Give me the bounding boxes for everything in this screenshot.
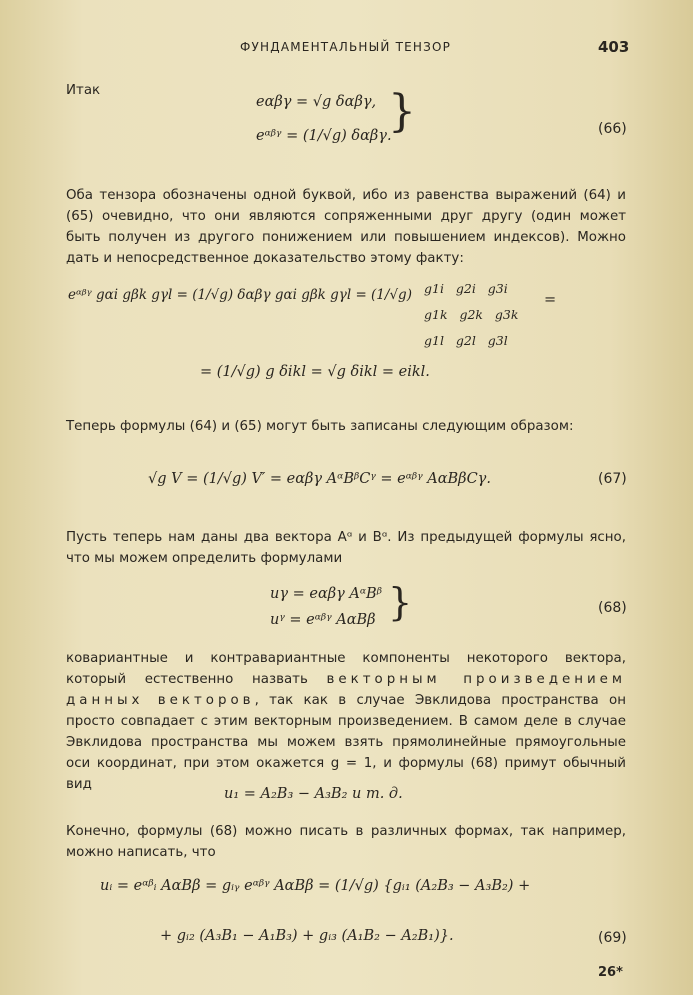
paragraph-tensors: Оба тензора обозначены одной буквой, ибо из равенства выражений (64) и (65) очевидно, что они являются сопряженными друг другу (один может быть получен из другого понижением или повышением индексов). Можно дать и непосредственное доказательство этому факту: — [66, 188, 626, 266]
brace-68: } — [388, 580, 413, 624]
formula-equals-sign: = — [544, 292, 557, 308]
paragraph-two-vectors: Пусть теперь нам даны два вектора Aᵅ и Bᵅ. Из предыдущей формулы ясно, что мы можем определить формулами — [66, 530, 626, 566]
formula-determinant-result: = (1/√g) g δikl = √g δikl = eikl. — [200, 364, 430, 380]
formula-67: √g V = (1/√g) V′ = eαβγ AᵅBᵝCᵞ = eᵅᵝᵞ AαBβCγ. — [148, 471, 491, 487]
signature-mark: 26* — [598, 965, 623, 980]
running-title: ФУНДАМЕНТАЛЬНЫЙ ТЕНЗОР — [240, 40, 452, 54]
formula-u1: u₁ = A₂B₃ − A₃B₂ и т. д. — [224, 786, 403, 802]
formula-69-line2: + gᵢ₂ (A₃B₁ − A₁B₃) + gᵢ₃ (A₁B₂ − A₂B₁)}. — [160, 928, 454, 944]
page-number: 403 — [598, 38, 630, 56]
page-header — [0, 38, 693, 58]
determinant-matrix: g1i g2i g3i g1k g2k g3k g1l g2l g3l — [424, 281, 519, 348]
formula-66-line2: eᵅᵝᵞ = (1/√g) δαβγ. — [256, 128, 392, 144]
equation-number-68: (68) — [598, 600, 627, 616]
equation-number-66: (66) — [598, 121, 627, 137]
paragraph-covariant — [66, 648, 626, 795]
covariant-text-part1: ковариантные и контравариантные компоненты некоторого вектора, который естественно назвать — [66, 651, 626, 687]
formula-69-line1: uᵢ = eᵅᵝᵢ AαBβ = gᵢᵧ eᵅᵝᵞ AαBβ = (1/√g) {gᵢ₁ (A₂B₃ − A₃B₂) + — [100, 878, 531, 894]
paragraph-of-course: Конечно, формулы (68) можно писать в различных формах, так например, можно написать, что — [66, 824, 626, 860]
equation-number-69: (69) — [598, 930, 627, 946]
covariant-text-part2: , так как в случае Эвклидова пространства он просто совпадает с этим векторным произведением. В самом деле в случае Эвклидова пространства мы можем взять прямолинейные прямоугольные оси координат, при этом окажется g = 1, и формулы (68) примут обычный вид — [66, 693, 626, 792]
brace-66: } — [388, 86, 416, 137]
formula-68-line1: uγ = eαβγ AᵅBᵝ — [270, 586, 382, 602]
covariant-spaced-term: векторным произведением данных векторов — [66, 672, 627, 708]
formula-66-line1: eαβγ = √g δαβγ, — [256, 94, 377, 110]
equation-number-67: (67) — [598, 471, 627, 487]
paragraph-formulas-written: Теперь формулы (64) и (65) могут быть записаны следующим образом: — [66, 419, 574, 434]
formula-determinant-left: eᵅᵝᵞ gαi gβk gγl = (1/√g) δαβγ gαi gβk gγl = (1/√g) — [68, 287, 412, 303]
paragraph-intro: Итак — [66, 83, 101, 98]
formula-68-line2: uᵞ = eᵅᵝᵞ AαBβ — [270, 612, 376, 628]
